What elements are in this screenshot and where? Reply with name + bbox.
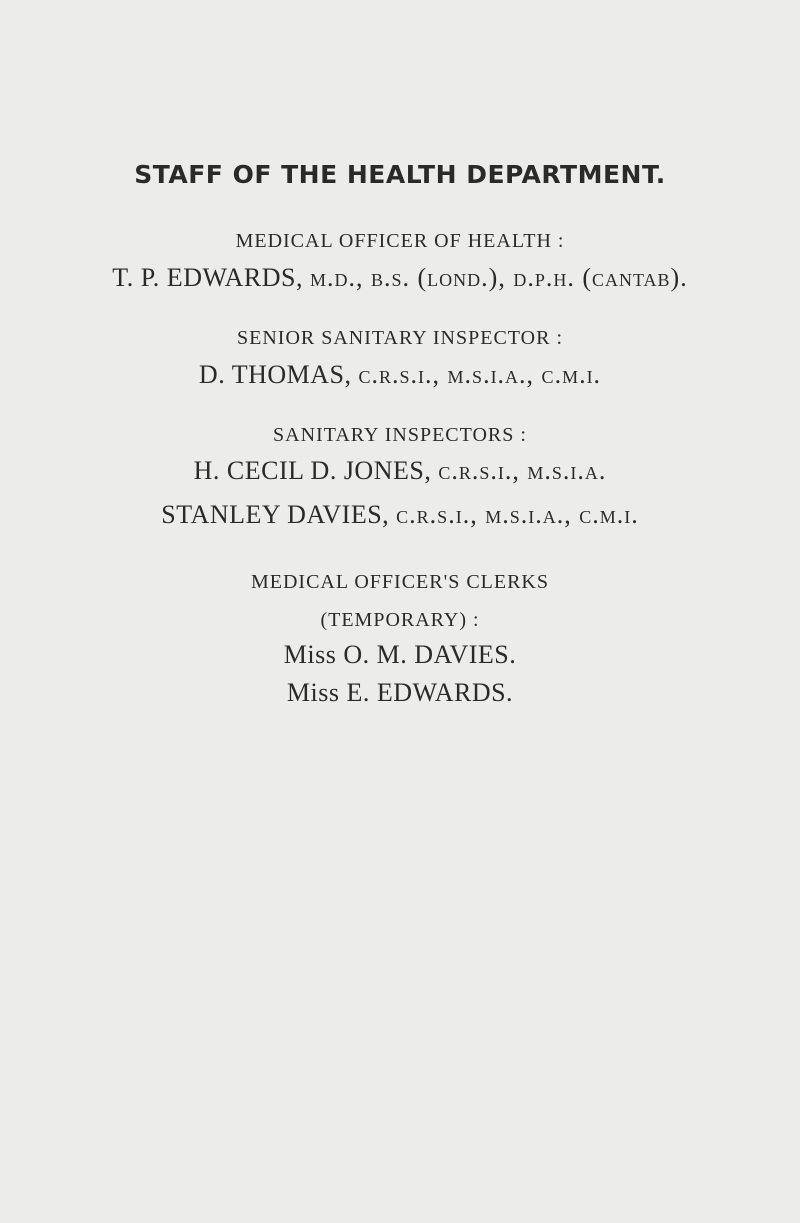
staff-name: H. CECIL D. JONES, [193,456,432,485]
staff-qualifications: c.r.s.i., m.s.i.a. [438,456,607,485]
section-heading-medical-officer: MEDICAL OFFICER OF HEALTH : [235,230,565,252]
staff-entry-medical-officer [0,263,800,293]
staff-entry-inspector-davies [0,500,800,530]
staff-name: T. P. EDWARDS, [112,263,303,292]
section-heading-clerks: MEDICAL OFFICER'S CLERKS [250,571,549,593]
staff-qualifications: m.d., b.s. (lond.), d.p.h. (cantab). [309,263,688,292]
staff-name: D. THOMAS, [198,360,352,389]
staff-qualifications: c.r.s.i., m.s.i.a., c.m.i. [358,360,602,389]
staff-entry-inspector-jones [0,456,800,486]
section-heading-senior-inspector: SENIOR SANITARY INSPECTOR : [237,327,563,349]
staff-entry-clerk-davies: Miss O. M. DAVIES. [283,640,517,669]
section-heading-sanitary-inspectors: SANITARY INSPECTORS : [273,424,527,446]
staff-entry-clerk-edwards: Miss E. EDWARDS. [286,678,514,707]
staff-name: STANLEY DAVIES, [161,500,390,529]
section-subheading-temporary: (TEMPORARY) : [320,609,480,631]
page-title: STAFF OF THE HEALTH DEPARTMENT. [134,160,666,189]
staff-entry-senior-inspector [0,360,800,390]
staff-qualifications: c.r.s.i., m.s.i.a., c.m.i. [396,500,639,529]
